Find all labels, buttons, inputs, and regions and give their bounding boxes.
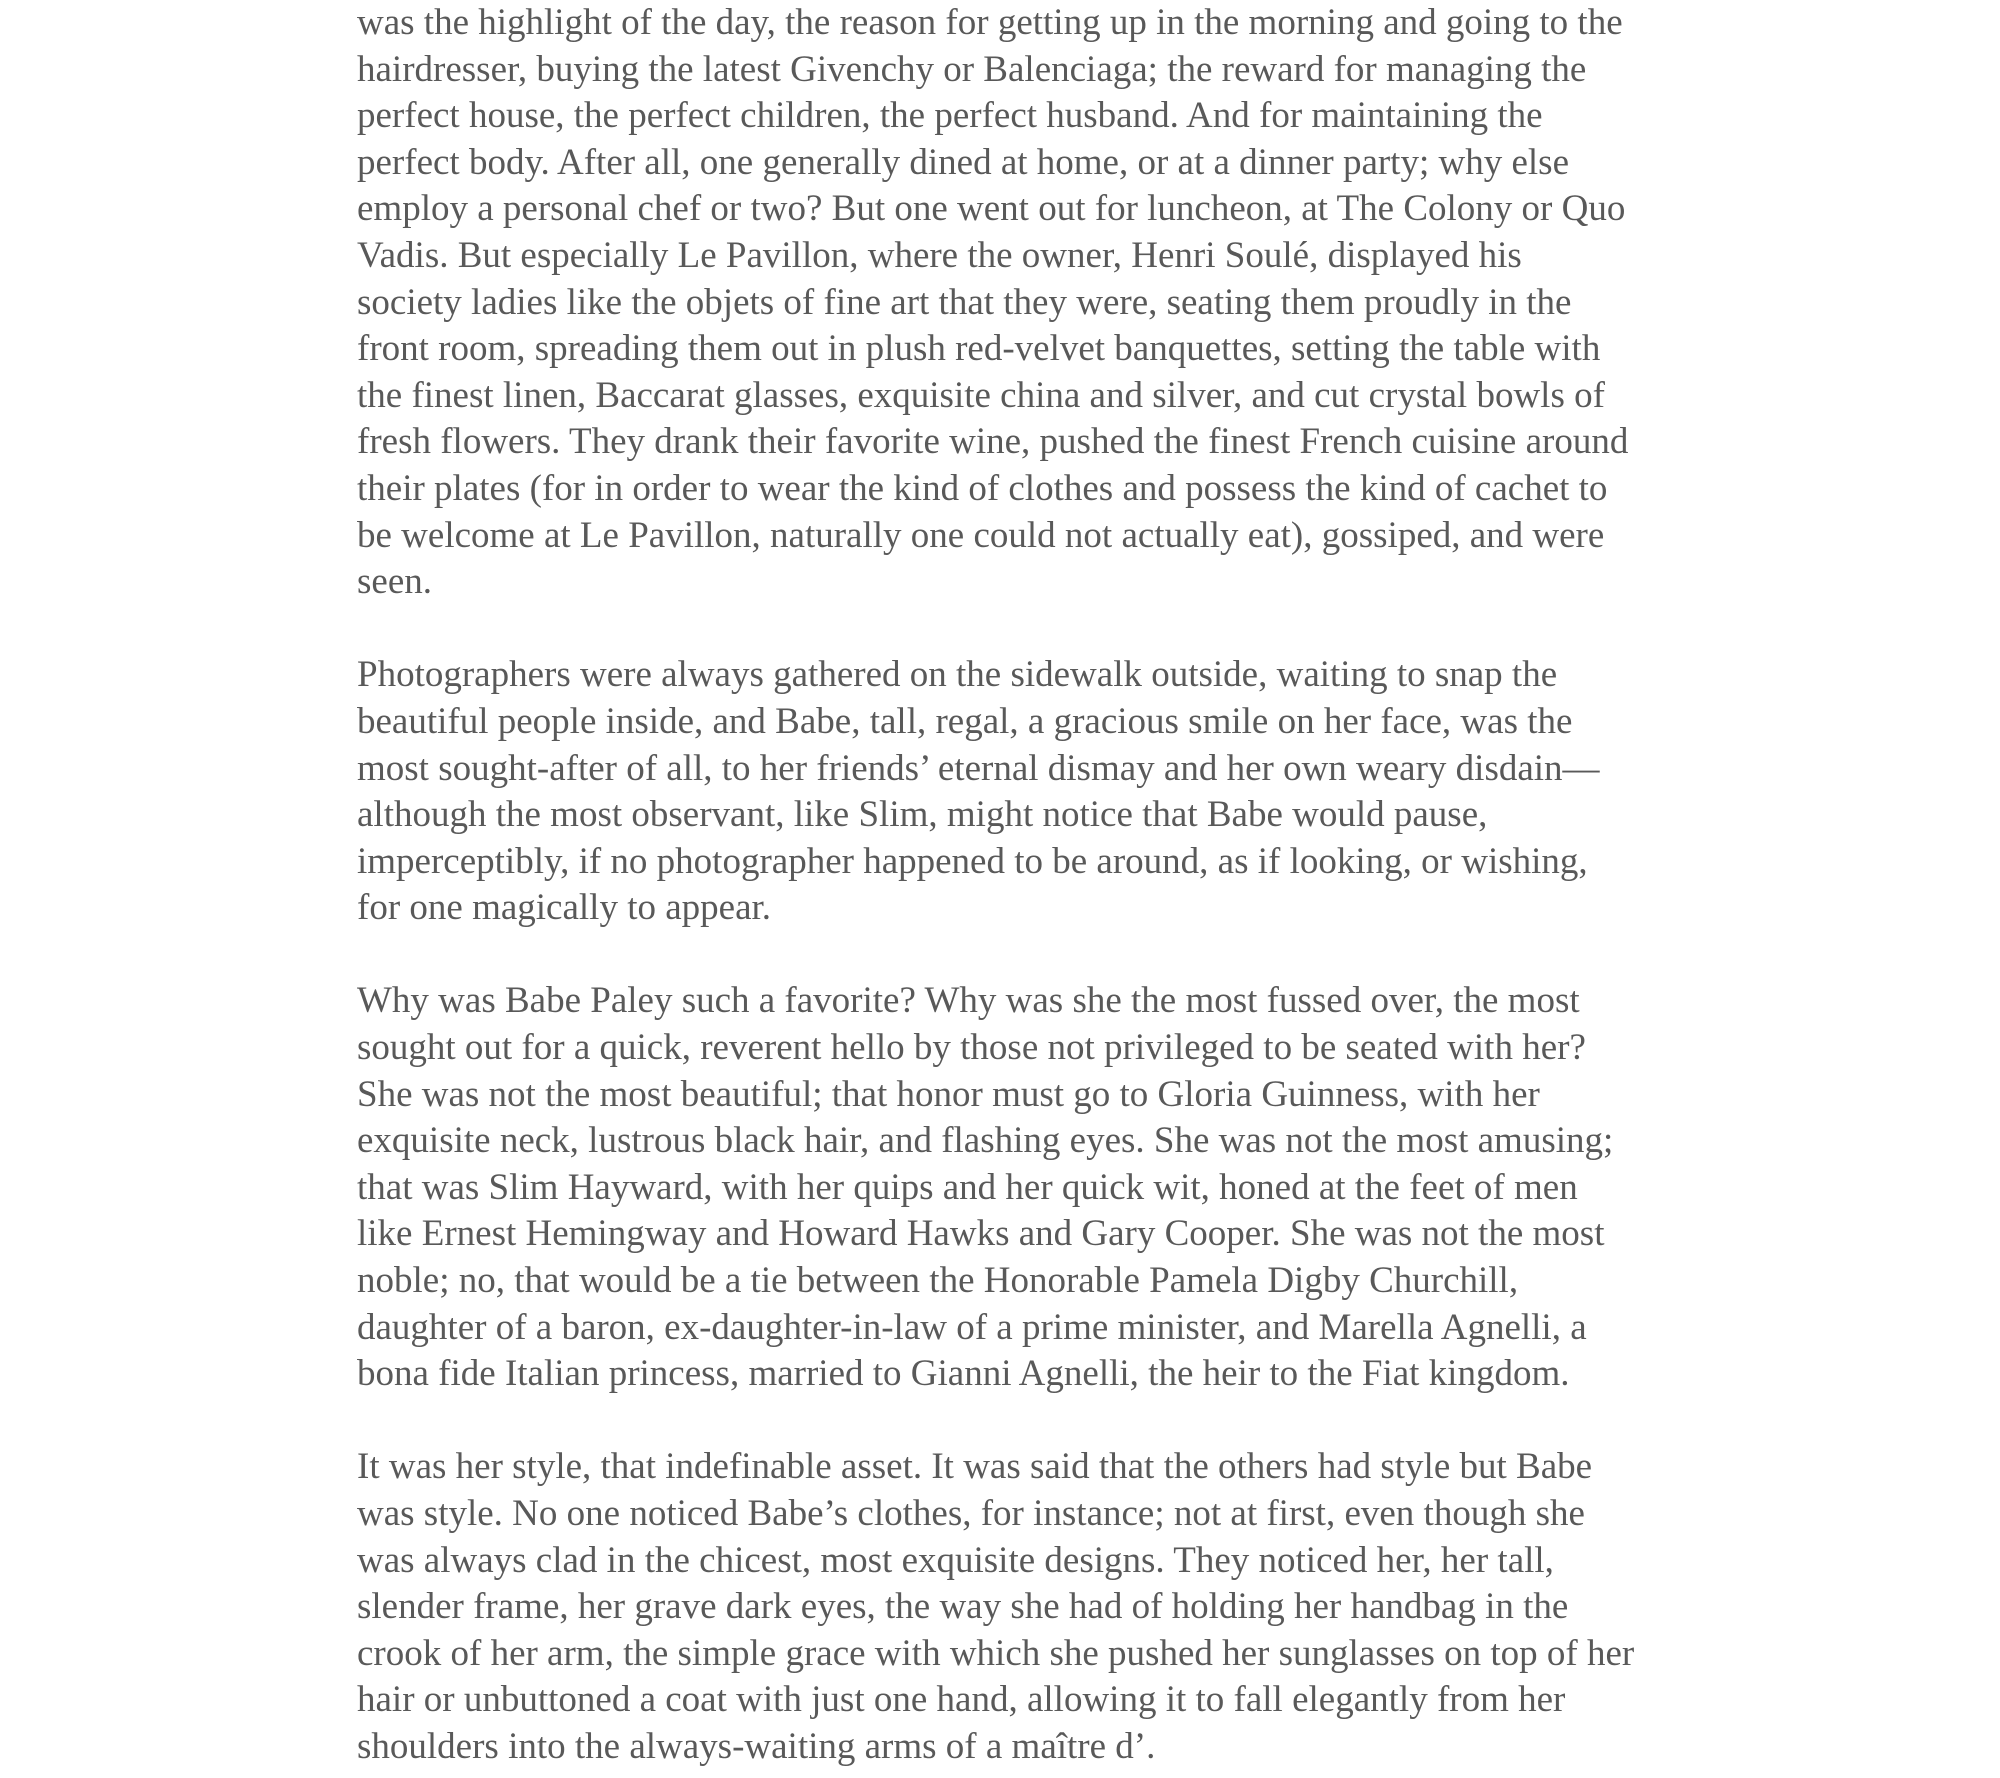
text-line: bona fide Italian princess, married to Gianni Agnelli, the heir to the Fiat kingdom. bbox=[357, 1353, 1570, 1395]
text-line: for one magically to appear. bbox=[357, 887, 772, 929]
text-line: was the highlight of the day, the reason for getting up in the morning and going to the bbox=[357, 2, 1623, 43]
text-line: was always clad in the chicest, most exquisite designs. They noticed her, her tall, bbox=[357, 1539, 1554, 1581]
text-line: like Ernest Hemingway and Howard Hawks and Gary Cooper. She was not the most bbox=[357, 1213, 1605, 1255]
text-line: hair or unbuttoned a coat with just one hand, allowing it to fall elegantly from her bbox=[357, 1679, 1566, 1721]
text-line: crook of her arm, the simple grace with which she pushed her sunglasses on top of her bbox=[357, 1632, 1635, 1674]
text-line: their plates (for in order to wear the kind of clothes and possess the kind of cachet to bbox=[357, 467, 1608, 509]
text-line: although the most observant, like Slim, might notice that Babe would pause, bbox=[357, 794, 1488, 836]
text-line: daughter of a baron, ex-daughter-in-law of a prime minister, and Marella Agnelli, a bbox=[357, 1306, 1587, 1348]
paragraph-3 bbox=[357, 978, 1657, 1397]
document-page bbox=[357, 0, 1657, 1771]
text-line: Vadis. But especially Le Pavillon, where the owner, Henri Soulé, displayed his bbox=[357, 234, 1522, 276]
text-line: slender frame, her grave dark eyes, the way she had of holding her handbag in the bbox=[357, 1586, 1569, 1628]
paragraph-1 bbox=[357, 0, 1657, 606]
text-line: most sought-after of all, to her friends’ eternal dismay and her own weary disdain— bbox=[357, 747, 1600, 789]
paragraph-2 bbox=[357, 652, 1657, 932]
text-line: shoulders into the always-waiting arms of a maître d’. bbox=[357, 1725, 1156, 1767]
paragraph-4 bbox=[357, 1444, 1657, 1770]
text-line: employ a personal chef or two? But one went out for luncheon, at The Colony or Quo bbox=[357, 188, 1626, 230]
text-line: beautiful people inside, and Babe, tall, regal, a gracious smile on her face, was the bbox=[357, 700, 1573, 742]
text-line: fresh flowers. They drank their favorite wine, pushed the finest French cuisine around bbox=[357, 421, 1629, 463]
text-line: imperceptibly, if no photographer happened to be around, as if looking, or wishing, bbox=[357, 840, 1588, 882]
text-line: sought out for a quick, reverent hello by those not privileged to be seated with her? bbox=[357, 1027, 1586, 1069]
text-line: She was not the most beautiful; that honor must go to Gloria Guinness, with her bbox=[357, 1073, 1540, 1115]
text-line: noble; no, that would be a tie between the Honorable Pamela Digby Churchill, bbox=[357, 1260, 1519, 1302]
text-line: seen. bbox=[357, 561, 432, 603]
text-line: exquisite neck, lustrous black hair, and flashing eyes. She was not the most amusing; bbox=[357, 1120, 1614, 1162]
text-line: Photographers were always gathered on the sidewalk outside, waiting to snap the bbox=[357, 654, 1558, 696]
text-line: was style. No one noticed Babe’s clothes, for instance; not at first, even though she bbox=[357, 1493, 1585, 1534]
text-line: front room, spreading them out in plush red-velvet banquettes, setting the table with bbox=[357, 328, 1601, 370]
text-line: be welcome at Le Pavillon, naturally one could not actually eat), gossiped, and were bbox=[357, 514, 1605, 556]
text-line: society ladies like the objets of fine art that they were, seating them proudly in the bbox=[357, 281, 1572, 323]
text-line: Why was Babe Paley such a favorite? Why was she the most fussed over, the most bbox=[357, 980, 1580, 1022]
text-line: the finest linen, Baccarat glasses, exquisite china and silver, and cut crystal bowls of bbox=[357, 374, 1605, 416]
text-line: that was Slim Hayward, with her quips and her quick wit, honed at the feet of men bbox=[357, 1166, 1578, 1208]
text-line: perfect house, the perfect children, the perfect husband. And for maintaining the bbox=[357, 95, 1543, 137]
text-line: hairdresser, buying the latest Givenchy or Balenciaga; the reward for managing the bbox=[357, 48, 1587, 90]
text-line: perfect body. After all, one generally dined at home, or at a dinner party; why else bbox=[357, 141, 1569, 183]
text-line: It was her style, that indefinable asset. It was said that the others had style but Babe bbox=[357, 1446, 1593, 1488]
